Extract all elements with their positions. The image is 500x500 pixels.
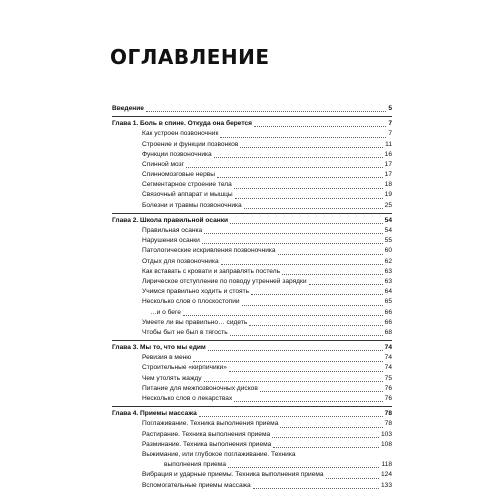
toc-entry-label: Ревизия в меню: [142, 354, 192, 362]
toc-entry-page: 54: [384, 227, 392, 235]
toc-entry[interactable]: [112, 140, 392, 150]
dot-leader: [251, 294, 383, 295]
toc-entry[interactable]: [112, 287, 392, 297]
toc-entry[interactable]: [112, 481, 392, 491]
toc-entry-label: Функции позвоночника: [142, 150, 212, 158]
toc-entry-label: Патологические искривления позвоночника: [142, 247, 276, 255]
toc-entry-label: Спинной мозг: [142, 160, 185, 168]
toc-entry[interactable]: [112, 277, 392, 287]
dot-leader: [193, 361, 382, 362]
toc-entry[interactable]: [112, 246, 392, 256]
toc-entry-page: 65: [384, 298, 392, 306]
toc-chapter-page: 7: [388, 120, 392, 128]
toc-entry-page: 74: [384, 354, 392, 362]
toc-entry-page: 63: [384, 277, 392, 285]
toc-entry-label: Связочный аппарат и мышцы: [142, 191, 233, 199]
toc-entry-label: Несколько слов о лекарствах: [142, 395, 233, 403]
dot-leader: [146, 111, 386, 112]
toc-entry-page: 66: [384, 308, 392, 316]
toc-entry[interactable]: [112, 470, 392, 480]
toc-entry-label: Введение: [112, 104, 144, 112]
dot-leader: [242, 305, 383, 306]
dot-leader: [183, 315, 383, 316]
dot-leader: [234, 401, 382, 402]
toc-chapter-page: 78: [384, 410, 392, 418]
dot-leader: [186, 167, 383, 168]
toc-entry[interactable]: [112, 129, 392, 139]
toc-entry-label: Умеете ли вы правильно… сидеть: [142, 318, 248, 326]
dot-leader: [272, 437, 379, 438]
toc-chapter-heading[interactable]: [112, 119, 392, 129]
toc-entry-page: 63: [384, 267, 392, 275]
toc-entry-page: 19: [384, 191, 392, 199]
toc-entry[interactable]: [112, 450, 392, 470]
toc-chapter-label: Глава 2. Школа правильной осанки: [112, 216, 229, 224]
dot-leader: [234, 188, 383, 189]
toc-entry-label: Строительные «кирпичики»: [142, 364, 227, 372]
toc-entry-label: Как вставать с кровати и заправлять постель: [142, 267, 281, 275]
toc-entry-label: Растирание. Техника выполнения приема: [142, 430, 271, 438]
toc-entry[interactable]: [112, 160, 392, 170]
toc-chapter-label: Глава 4. Приемы массажа: [112, 410, 197, 418]
toc-entry[interactable]: [112, 318, 392, 328]
toc-entry[interactable]: [112, 236, 392, 246]
toc-entry-label: Поглаживание. Техника выполнения приема: [142, 420, 279, 428]
toc-entry-page: 108: [380, 440, 392, 448]
toc-entry-label: Отдых для позвоночника: [142, 257, 219, 265]
toc-entry-page: 66: [384, 318, 392, 326]
toc-entry[interactable]: [112, 308, 392, 318]
toc-entry[interactable]: [112, 419, 392, 429]
toc-entry-page: 25: [384, 201, 392, 209]
toc-entry[interactable]: [112, 384, 392, 394]
toc-entry-page: 78: [384, 420, 392, 428]
chapter-divider: [112, 116, 392, 117]
dot-leader: [228, 467, 379, 468]
dot-leader: [278, 254, 383, 255]
toc-entry-page: 64: [384, 288, 392, 296]
dot-leader: [253, 488, 379, 489]
toc-entry-label: Строение и функции позвонков: [142, 140, 239, 148]
dot-leader: [230, 335, 383, 336]
dot-leader: [220, 137, 386, 138]
toc-entry[interactable]: [112, 297, 392, 307]
toc-entry-page: 55: [384, 237, 392, 245]
toc-entry[interactable]: [112, 364, 392, 374]
dot-leader: [214, 157, 383, 158]
toc-entry[interactable]: [112, 440, 392, 450]
dot-leader: [260, 391, 383, 392]
toc-entry-page: 75: [384, 374, 392, 382]
toc-entry-label: Чем утолять жажду: [142, 374, 202, 382]
toc-entry-page: 133: [380, 481, 392, 489]
chapter-divider: [112, 406, 392, 407]
toc-entry-label: Спинномозговые нервы: [142, 171, 216, 179]
toc-entry-page: 74: [384, 364, 392, 372]
toc-entry-page: 124: [380, 471, 392, 479]
toc-entry-page: 103: [380, 430, 392, 438]
dot-leader: [229, 371, 383, 372]
toc-entry[interactable]: [112, 191, 392, 201]
toc-entry-label: Вибрация и ударные приемы. Техника выполнения приема: [142, 471, 324, 479]
toc-entry-page: 17: [384, 160, 392, 168]
toc-entry-label: Несколько слов о плоскостопии: [142, 298, 240, 306]
toc-entry-label: Правильная осанка: [142, 227, 203, 235]
toc-entry-page: 17: [384, 171, 392, 179]
toc-chapter-heading[interactable]: [112, 343, 392, 353]
toc-entry-label: Лирическое отступление по поводу утренней зарядки: [142, 277, 307, 285]
chapters-list: [112, 116, 392, 491]
toc-entry-page: 76: [384, 384, 392, 392]
toc-entry[interactable]: [112, 150, 392, 160]
toc-entry[interactable]: [112, 257, 392, 267]
page-title: ОГЛАВЛЕНИЕ: [110, 45, 270, 69]
toc-entry[interactable]: [112, 180, 392, 190]
toc-entry-label: Разминание. Техника выполнения приема: [142, 440, 272, 448]
dot-leader: [204, 233, 382, 234]
toc-entry-label: …и о беге: [150, 308, 181, 316]
toc-entry-label: Учимся правильно ходить и стоять: [142, 288, 250, 296]
toc-chapter-label: Глава 1. Боль в спине. Откуда она берется: [112, 120, 253, 128]
toc-chapter-label: Глава 3. Мы то, что мы едим: [112, 344, 206, 352]
dot-leader: [202, 243, 383, 244]
toc-entry-page: 7: [388, 130, 392, 138]
toc-entry-label: Сегментарное строение тела: [142, 181, 232, 189]
dot-leader: [282, 274, 383, 275]
toc-entry-page: 60: [384, 247, 392, 255]
toc-entry[interactable]: [112, 328, 392, 338]
dot-leader: [273, 447, 379, 448]
toc-entry[interactable]: [112, 374, 392, 384]
toc-entry-label: Вспомогательные приемы массажа: [142, 481, 251, 489]
dot-leader: [230, 223, 383, 224]
dot-leader: [199, 416, 383, 417]
toc-entry-label: Как устроен позвоночник: [142, 130, 219, 138]
toc-entry-page: 62: [384, 257, 392, 265]
toc-entry-intro[interactable]: [112, 104, 392, 114]
dot-leader: [204, 381, 383, 382]
dot-leader: [280, 427, 382, 428]
toc-entry[interactable]: [112, 267, 392, 277]
toc-chapter-page: 54: [384, 216, 392, 224]
toc-entry-page: 5: [388, 104, 392, 112]
chapter-divider: [112, 340, 392, 341]
toc-entry-label: Чтобы быт не был в тягость: [142, 328, 228, 336]
toc-entry-page: 16: [384, 150, 392, 158]
table-of-contents: [112, 104, 392, 491]
dot-leader: [235, 198, 383, 199]
toc-entry-page: 68: [384, 328, 392, 336]
toc-entry[interactable]: [112, 430, 392, 440]
dot-leader: [240, 147, 383, 148]
toc-entry-label-continued: выполнения приема: [164, 461, 227, 469]
toc-entry-page: 11: [385, 140, 392, 148]
dot-leader: [208, 350, 383, 351]
dot-leader: [249, 325, 382, 326]
dot-leader: [326, 478, 379, 479]
toc-chapter-heading[interactable]: [112, 409, 392, 419]
toc-entry[interactable]: [112, 226, 392, 236]
chapter-divider: [112, 213, 392, 214]
toc-chapter-heading[interactable]: [112, 216, 392, 226]
toc-entry-page: 76: [384, 395, 392, 403]
toc-entry-label: Нарушения осанки: [142, 237, 200, 245]
toc-entry[interactable]: [112, 353, 392, 363]
dot-leader: [309, 284, 383, 285]
dot-leader: [217, 177, 383, 178]
toc-chapter-page: 74: [384, 344, 392, 352]
toc-entry-page: 118: [381, 461, 392, 469]
toc-entry-page: 18: [384, 181, 392, 189]
toc-entry[interactable]: [112, 394, 392, 404]
dot-leader: [221, 264, 383, 265]
toc-entry-label: Выжимание, или глубокое поглаживание. Техника: [142, 451, 296, 458]
toc-entry-label: Питание для межпозвоночных дисков: [142, 384, 258, 392]
dot-leader: [244, 208, 383, 209]
toc-entry-label: Болезни и травмы позвоночника: [142, 201, 242, 209]
dot-leader: [254, 126, 386, 127]
toc-entry[interactable]: [112, 201, 392, 211]
toc-entry[interactable]: [112, 170, 392, 180]
